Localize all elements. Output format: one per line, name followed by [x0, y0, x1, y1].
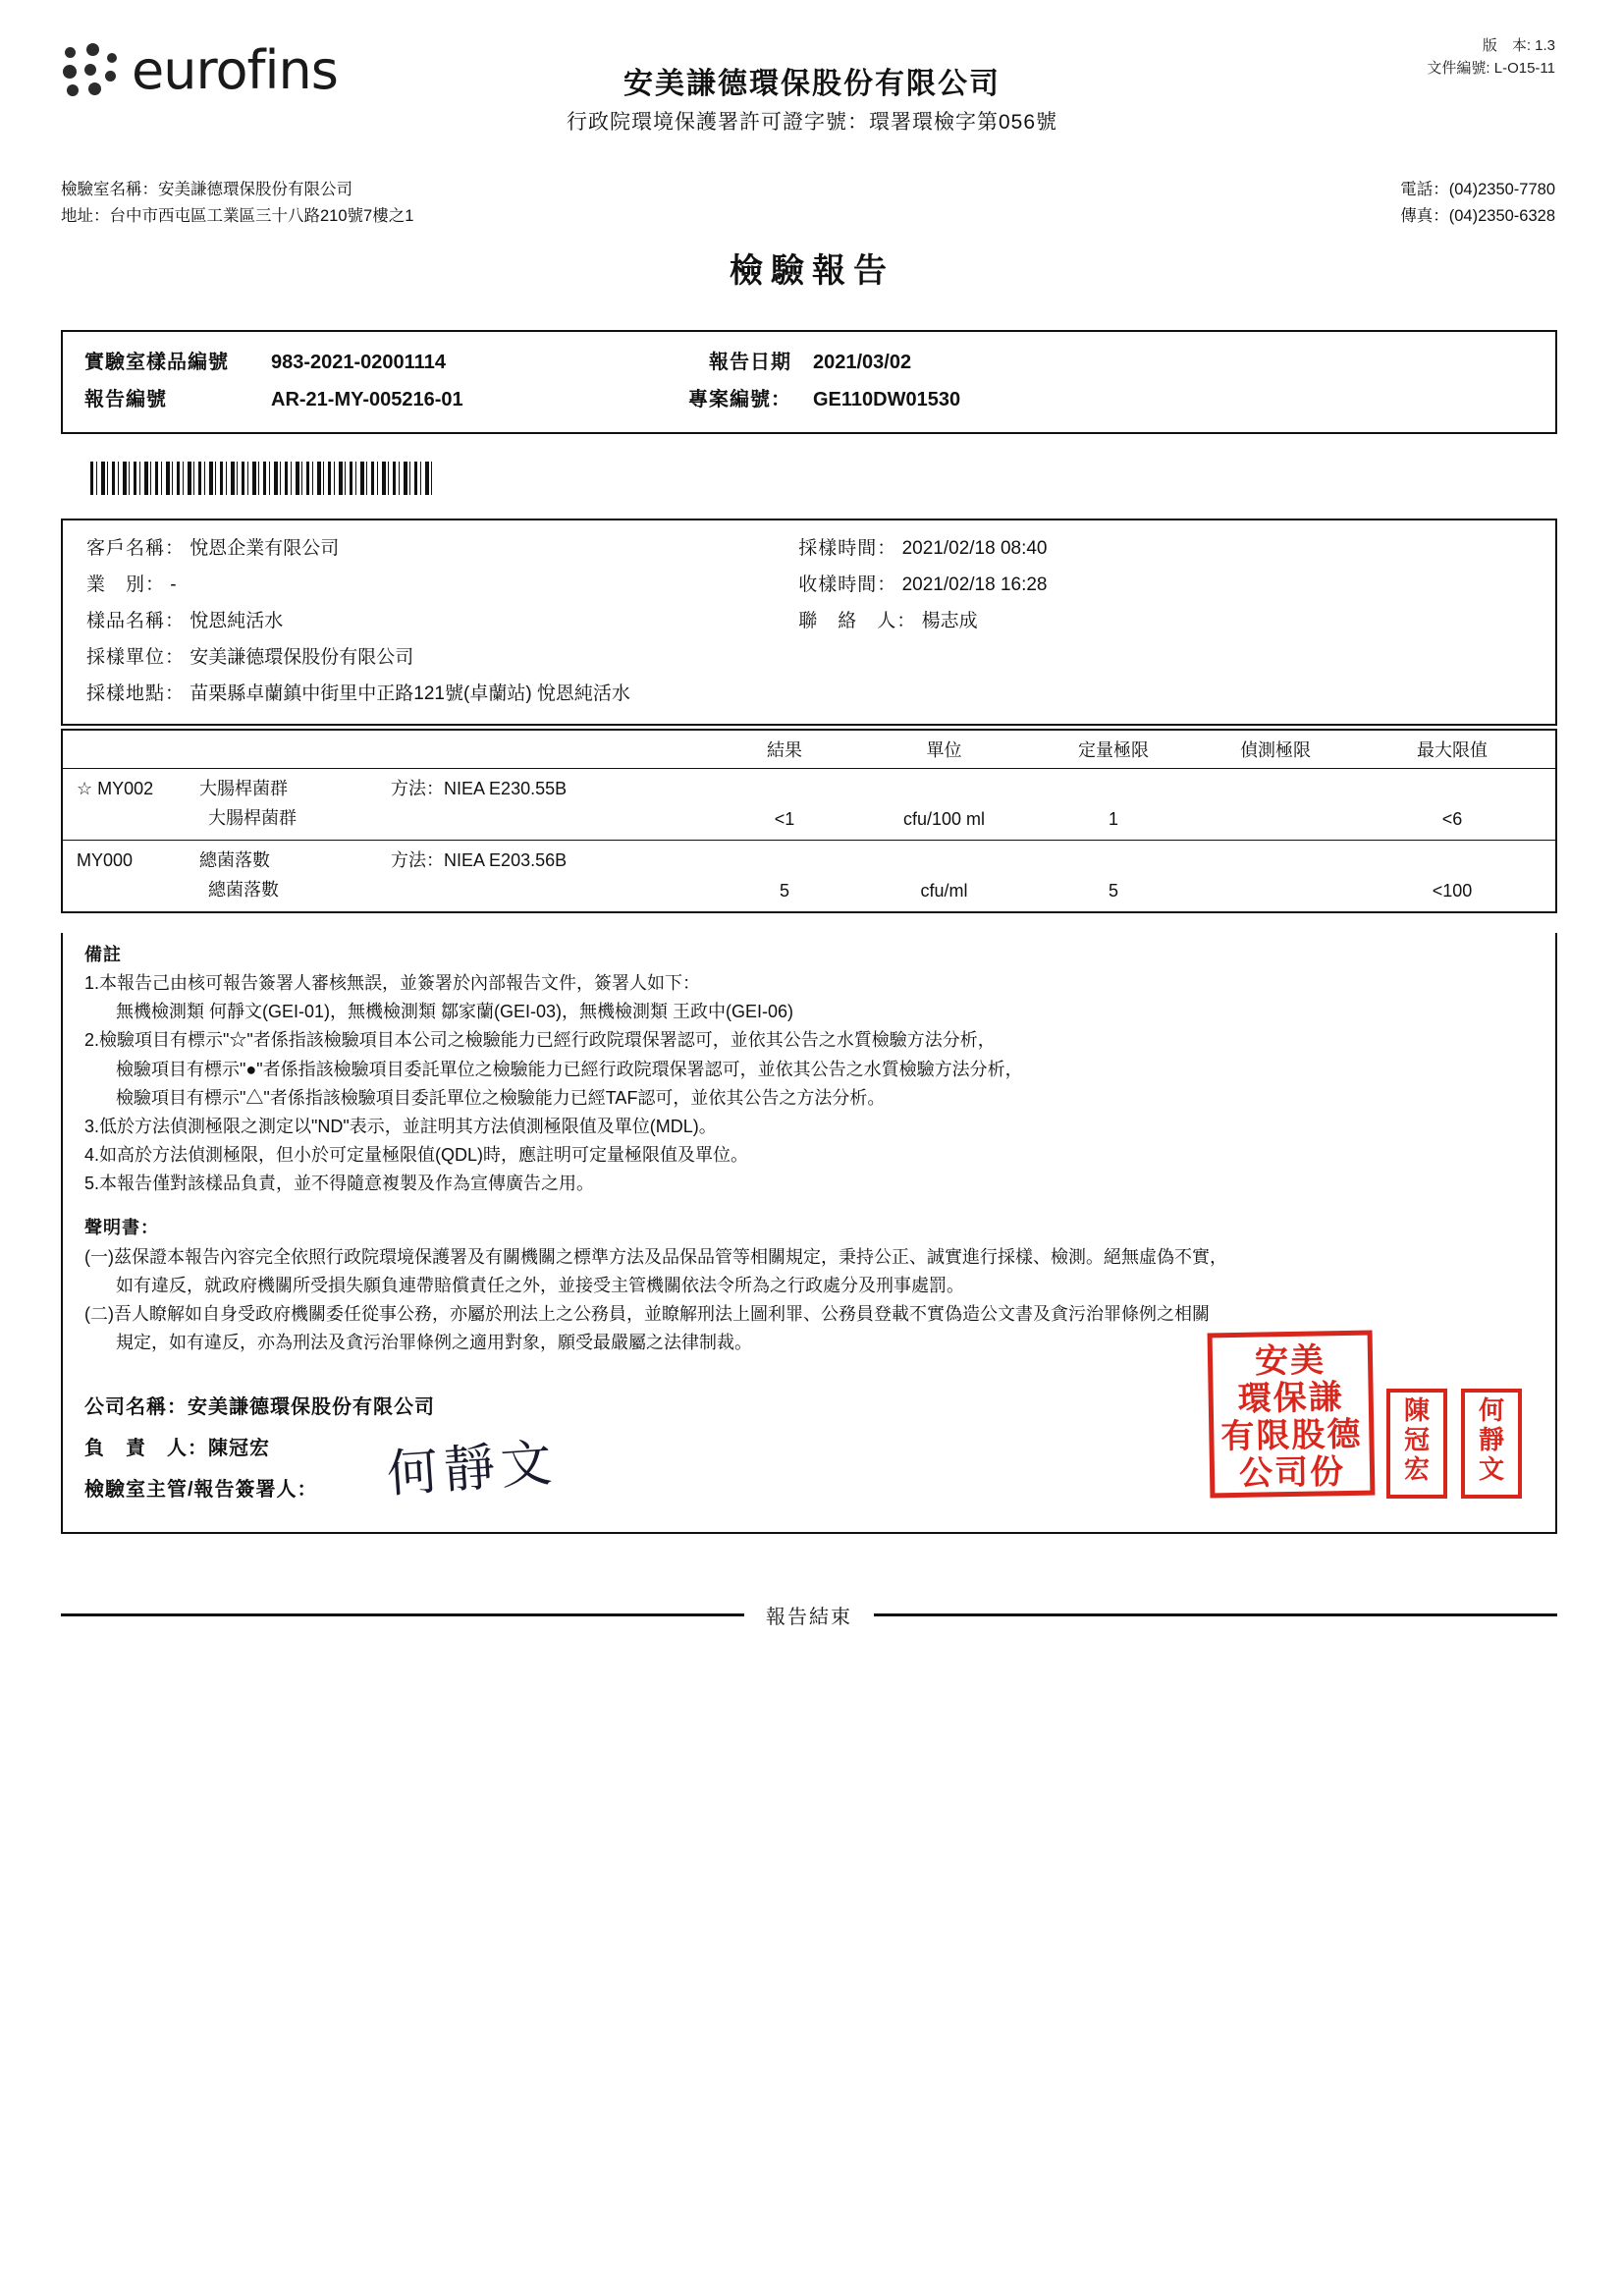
analyte-result: <1: [774, 809, 795, 829]
declaration-title: 聲明書：: [84, 1218, 159, 1238]
sampling-site-row: [86, 676, 1532, 712]
handwritten-signature: 何靜文: [385, 1433, 560, 1504]
sample-name-label: 樣品名稱：: [86, 611, 186, 632]
lab-fax: 傳真：(04)2350-6328: [1400, 207, 1555, 226]
contact-value: 楊志成: [921, 611, 978, 632]
signer-label: 檢驗室主管/報告簽署人：: [84, 1479, 318, 1502]
table-row: [84, 381, 1534, 418]
sampling-site-label: 採樣地點：: [86, 683, 186, 705]
lab-telephone: 電話：(04)2350-7780: [1400, 181, 1555, 198]
table-row: [63, 802, 1555, 840]
results-header-row: [63, 731, 1555, 769]
analyte-unit: cfu/ml: [920, 881, 968, 901]
responsible-person-value: 陳冠宏: [208, 1438, 270, 1460]
analyte-unit: cfu/100 ml: [902, 809, 986, 829]
company-title: 安美謙德環保股份有限公司: [623, 68, 1001, 100]
group-item: 總菌落數: [199, 850, 271, 870]
column-header-qdl: 定量極限: [1078, 740, 1149, 760]
results-table: [61, 729, 1557, 913]
sampling-site-value: 苗栗縣卓蘭鎮中街里中正路121號(卓蘭站) 悅恩純活水: [189, 683, 630, 705]
sample-no-value: 983-2021-02001114: [271, 352, 446, 373]
analyte-max: <100: [1432, 881, 1473, 901]
receive-time-value: 2021/02/18 16:28: [901, 574, 1048, 596]
group-code: ☆ MY002: [77, 779, 154, 798]
analyte-result: 5: [779, 881, 789, 901]
analyte-qdl: 5: [1108, 881, 1118, 901]
project-no-value: GE110DW01530: [813, 389, 961, 410]
analyte-name: 大腸桿菌群: [208, 808, 297, 828]
sampling-time-value: 2021/02/18 08:40: [901, 538, 1048, 559]
report-no-value: AR-21-MY-005216-01: [271, 389, 463, 410]
report-date-value: 2021/03/02: [813, 352, 912, 373]
sampling-time-row: [798, 530, 1047, 567]
result-group-title: [63, 841, 1555, 874]
company-permit-line: 行政院環境保護署許可證字號：環署環檢字第056號: [566, 111, 1058, 134]
sampling-time-label: 採樣時間：: [798, 538, 897, 559]
project-no-label: 專案編號：: [688, 389, 791, 410]
company-name-label: 公司名稱：: [84, 1396, 188, 1419]
column-header-max: 最大限值: [1417, 740, 1488, 760]
sampling-unit-row: [86, 639, 1532, 676]
sample-no-label: 實驗室樣品編號: [84, 352, 229, 373]
group-method: 方法：NIEA E203.56B: [391, 850, 568, 870]
industry-label: 業 別：: [86, 574, 166, 596]
note-line: 3.低於方法偵測極限之測定以"ND"表示，並註明其方法偵測極限值及單位(MDL)。: [84, 1116, 717, 1136]
company-seal-stamp: 安美 環保謙 有限股德 公司份: [1208, 1331, 1376, 1499]
table-row: [84, 344, 1534, 381]
declaration-line: (一)茲保證本報告內容完全依照行政院環境保護署及有關機關之標準方法及品保品管等相關規定，秉持公正、誠實進行採樣、檢測。絕無虛偽不實，: [84, 1246, 1227, 1267]
footer-rule-left: [61, 1613, 744, 1616]
note-line: 無機檢測類 何靜文(GEI-01)，無機檢測類 鄒家蘭(GEI-03)，無機檢測類 王政中(GEI-06): [116, 1002, 794, 1022]
result-group-title: [63, 769, 1555, 802]
document-number-label: 文件編號: L-O15-11: [1427, 59, 1555, 77]
declaration-line: 如有違反，就政府機關所受損失願負連帶賠償責任之外，並接受主管機關依法令所為之行政處分及刑事處罰。: [116, 1275, 964, 1295]
group-method: 方法：NIEA E230.55B: [391, 779, 568, 798]
group-item: 大腸桿菌群: [199, 779, 289, 798]
report-no-label: 報告編號: [84, 389, 167, 410]
sampling-unit-value: 安美謙德環保股份有限公司: [189, 647, 414, 669]
customer-info-right: [798, 530, 1047, 639]
note-line: 4.如高於方法偵測極限，但小於可定量極限值(QDL)時，應註明可定量極限值及單位。: [84, 1145, 749, 1166]
declaration-line: (二)吾人瞭解如自身受政府機關委任從事公務，亦屬於刑法上之公務員，並瞭解刑法上圖利罪、公務員登載不實偽造公文書及貪污治罪條例之相關: [84, 1303, 1210, 1324]
note-line: 檢驗項目有標示"●"者係指該檢驗項目委託單位之檢驗能力已經行政院環保署認可，並依其公告之水質檢驗方法分析，: [116, 1059, 1023, 1079]
notes-title: 備註: [84, 945, 122, 964]
company-name-value: 安美謙德環保股份有限公司: [188, 1396, 435, 1419]
report-end-text: 報告結束: [766, 1607, 852, 1628]
note-line: 5.本報告僅對該樣品負責，並不得隨意複製及作為宣傳廣告之用。: [84, 1174, 595, 1194]
contact-label: 聯 絡 人：: [798, 611, 917, 632]
sample-name-row: [86, 603, 793, 639]
lab-info: [61, 177, 413, 230]
note-line: 檢驗項目有標示"△"者係指該檢驗項目委託單位之檢驗能力已經TAF認可，並依其公告之方法分析。: [116, 1087, 886, 1108]
sampling-unit-label: 採樣單位：: [86, 647, 186, 669]
analyte-name: 總菌落數: [208, 880, 279, 900]
industry-row: [86, 567, 793, 603]
customer-info-box: [61, 519, 1557, 726]
industry-value: -: [170, 574, 177, 596]
result-group: [63, 769, 1555, 841]
analyte-max: <6: [1441, 809, 1463, 829]
report-end-footer: [61, 1601, 1557, 1629]
result-group: [63, 841, 1555, 911]
lab-contact: [1400, 177, 1555, 230]
responsible-person-seal-stamp: 陳冠宏: [1386, 1389, 1447, 1499]
sample-name-value: 悅恩純活水: [189, 611, 284, 632]
footer-rule-right: [874, 1613, 1557, 1616]
notes-section: [61, 933, 1557, 1534]
column-header-name: [63, 737, 711, 762]
receive-time-row: [798, 567, 1047, 603]
declaration-line: 規定，如有違反，亦為刑法及貪污治罪條例之適用對象，願受最嚴屬之法律制裁。: [116, 1333, 752, 1353]
column-header-mdl: 偵測極限: [1240, 740, 1311, 760]
note-line: 2.檢驗項目有標示"☆"者係指該檢驗項目本公司之檢驗能力已經行政院環保署認可，並依其公告之水質檢驗方法分析，: [84, 1030, 996, 1051]
customer-name-row: [86, 530, 793, 567]
responsible-person-label: 負 責 人：: [84, 1438, 208, 1460]
column-header-unit: 單位: [926, 740, 962, 760]
barcode: [90, 462, 434, 495]
group-code: MY000: [77, 850, 134, 870]
eurofins-wordmark: eurofins: [132, 39, 338, 101]
customer-name-value: 悅恩企業有限公司: [189, 538, 340, 559]
lab-name: 檢驗室名稱：安美謙德環保股份有限公司: [61, 181, 352, 198]
contact-row: [798, 603, 1047, 639]
signer-seal-stamp: 何靜文: [1461, 1389, 1522, 1499]
analyte-qdl: 1: [1108, 809, 1118, 829]
report-id-box: [61, 330, 1557, 434]
lab-address: 地址：台中市西屯區工業區三十八路210號7樓之1: [61, 207, 414, 226]
customer-name-label: 客戶名稱：: [86, 538, 186, 559]
report-date-label: 報告日期: [709, 352, 791, 373]
customer-info-left: [86, 530, 793, 639]
page-title: 檢驗報告: [730, 252, 894, 290]
table-row: [63, 874, 1555, 911]
version-label: 版 本: 1.3: [1482, 37, 1555, 54]
note-line: 1.本報告己由核可報告簽署人審核無誤，並簽署於內部報告文件，簽署人如下：: [84, 973, 701, 994]
receive-time-label: 收樣時間：: [798, 574, 897, 596]
column-header-result: 結果: [767, 740, 802, 760]
